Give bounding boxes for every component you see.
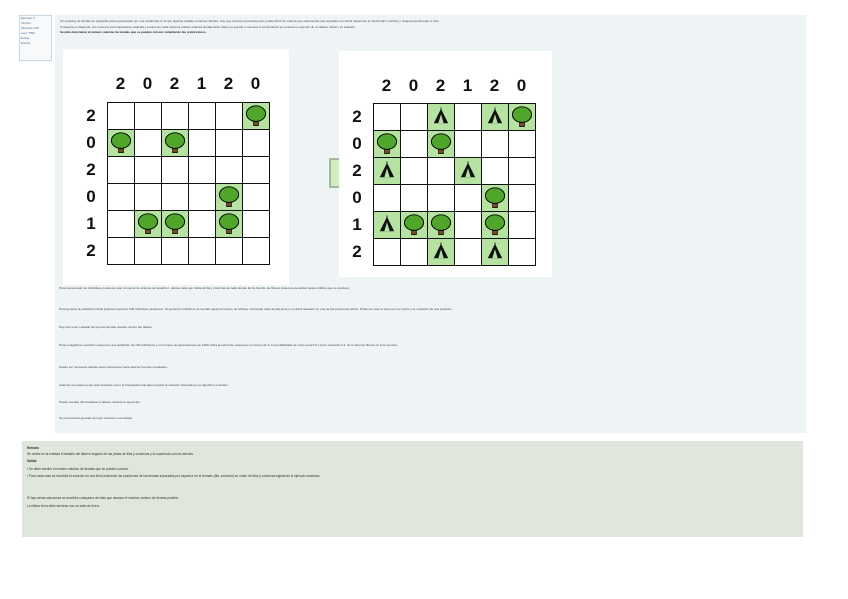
board-cell [454,103,482,131]
intro-text [60,19,800,36]
tent-cell [454,157,482,185]
body-paragraph: Para generar la población inicial podemos generar 100 individuos aleatorios. Se generan individuos de tamaño igual al número de árboles colocando cada tienda junto a un árbol aleatorio en una de las posiciones libres. Podemos usar el cruce por un punto y la mutación de una posición. [59,307,453,311]
sidebar-item[interactable]: Tiempo [21,21,31,25]
column-hint: 1 [462,76,473,95]
row-hint: 2 [352,106,362,126]
board-cell [188,129,216,157]
io-line: Si hay varias soluciones se escribirá cualquiera de ellas que alcance el máximo número de tiendas posible. [27,496,179,500]
board-cell [107,156,135,184]
row-hint: 0 [86,186,96,206]
row-hint: 0 [352,133,362,153]
intro-line: ni siquiera en diagonal. Los números a la izquierda de cada fila y encima de cada columna indican cuántas tiendas debe haber en esa fila o columna. A continuación se muestra un ejemplo de un tablero inicial y su solución. [60,24,356,29]
tree-cell [134,210,162,238]
column-hint: 0 [142,74,153,93]
tree-cell [373,130,401,158]
tent-cell [481,103,509,131]
board-cell [373,103,401,131]
board-cell [107,210,135,238]
column-hint: 1 [196,74,207,93]
board-cell [400,184,428,212]
body-paragraph: Hay que tener cuidado de que las tiendas queden dentro del tablero. [59,325,154,329]
board-cell [134,129,162,157]
row-hint: 2 [86,159,96,179]
board-cell [215,237,243,265]
column-hint: 2 [169,74,180,93]
io-title: Entrada [27,446,39,450]
column-hint: 2 [381,76,392,95]
board-cell [188,210,216,238]
board-cell [400,130,428,158]
board-cell [134,183,162,211]
intro-line: Se pide determinar el número máximo de tiendas que se pueden colocar cumpliendo las restricciones. [60,30,207,35]
board-cell [161,102,189,130]
input-output-section [22,441,803,537]
board-cell [427,184,455,212]
row-hint: 2 [352,160,362,180]
board-cell [188,156,216,184]
board-cell [242,183,270,211]
solution-board-panel [339,51,552,277]
board-cell [134,156,162,184]
row-hint: 1 [86,213,96,233]
problem-statement [55,15,806,433]
board-cell [373,238,401,266]
row-hint: 2 [352,241,362,261]
board-cell [161,156,189,184]
tree-cell [400,211,428,239]
tree-cell [481,211,509,239]
board-cell [508,211,536,239]
board-cell [188,183,216,211]
tree-cell [427,211,455,239]
tent-cell [373,211,401,239]
board-cell [508,238,536,266]
board-cell [134,237,162,265]
board-cell [400,157,428,185]
board-cell [400,238,428,266]
body-paragraph: Puede ser necesario ajustar estos parámetros para obtener buenos resultados. [59,365,168,369]
tree-cell [508,103,536,131]
sidebar-item[interactable]: Leer: TBD [21,31,35,35]
column-hint: 2 [223,74,234,93]
board-cell [400,103,428,131]
row-hint: 1 [352,214,362,234]
io-line: Salida [27,459,37,463]
board-cell [188,237,216,265]
board-cell [215,102,243,130]
column-hint: 0 [408,76,419,95]
column-hint: 2 [489,76,500,95]
row-hint: 2 [86,105,96,125]
board-cell [215,129,243,157]
column-hint: 2 [115,74,126,93]
board-cell [454,238,482,266]
board-cell [242,210,270,238]
initial-board-panel [63,49,289,285]
board-cell [242,237,270,265]
board-cell [242,156,270,184]
board-cell [454,130,482,158]
board-cell [107,237,135,265]
tent-cell [373,157,401,185]
board-cell [508,157,536,185]
column-hint: 0 [250,74,261,93]
problem-sidebar [19,15,52,61]
board-cell [188,102,216,130]
sidebar-item[interactable]: Envíos [21,41,31,45]
board-cell [481,130,509,158]
board-cell [454,211,482,239]
column-hint: 2 [435,76,446,95]
board-cell [508,130,536,158]
io-line: • Para cada caso se escribirá la solución en una línea indicando las posiciones de las tiendas separadas por espacios en el formato (fila, columna) en orden de filas y columnas siguiendo el ejemplo mostrado. [27,474,321,478]
sidebar-item[interactable]: Ejercicio 5 [21,16,35,20]
tree-cell [107,129,135,157]
tree-cell [481,184,509,212]
sidebar-item[interactable]: Enviar [21,36,30,40]
row-hint: 0 [86,132,96,152]
tent-cell [427,103,455,131]
tree-cell [215,183,243,211]
tree-cell [161,129,189,157]
board-cell [508,184,536,212]
tree-cell [242,102,270,130]
column-hint: 0 [516,76,527,95]
tree-cell [215,210,243,238]
board-cell [107,102,135,130]
tent-cell [427,238,455,266]
body-paragraph: Además se pueden usar otras técnicas como la búsqueda local para mejorar la solución obtenida por el algoritmo evolutivo. [59,383,229,387]
io-line: Se recibe en la entrada el tamaño del tablero seguido de las pistas de filas y columnas y la cuadrícula con los árboles. [27,452,194,456]
sidebar-item[interactable]: Memoria 128 [21,26,39,30]
board-cell [427,157,455,185]
board-cell [481,157,509,185]
board-cell [107,183,135,211]
intro-line: Un camping de tiendas de campaña está representado por una cuadrícula en la que algunas casillas contienen árboles. Hay que colocar una tienda junto a cada árbol de manera que cada tienda esté asociada a un árbol adyacente en horizontal o vertical, y ninguna tienda toque a otra, [60,19,440,23]
row-hint: 0 [352,187,362,207]
tent-cell [481,238,509,266]
row-hint: 2 [86,240,96,260]
board-cell [454,184,482,212]
tree-cell [427,130,455,158]
board-cell [134,102,162,130]
body-paragraph: Para el algoritmo evolutivo usaremos una población de 100 individuos y un número de generaciones de 1000. Para la selección usaremos un torneo de 3. La probabilidad de cruce será 0.9 y la de mutación 0.1. Si el valor de fitness es 0 se termina. [59,343,398,347]
body-paragraph: Puede resultar útil visualizar el tablero durante la ejecución. [59,400,141,404]
board-cell [161,183,189,211]
body-paragraph: Para representar los individuos podemos usar un vector de enteros de tamaño n, donde cada gen indica la fila y columna de cada tienda. En la función de fitness podemos penalizar cada conflicto que se produce. [59,286,350,290]
io-line: La última línea debe terminar con un salto de línea. [27,504,100,508]
board-cell [242,129,270,157]
tree-cell [161,210,189,238]
board-cell [161,237,189,265]
io-line: • Se debe escribir el número máximo de tiendas que se pueden colocar. [27,467,129,471]
board-cell [215,156,243,184]
body-paragraph: Se recomienda guardar la mejor solución encontrada. [59,416,133,420]
board-cell [373,184,401,212]
